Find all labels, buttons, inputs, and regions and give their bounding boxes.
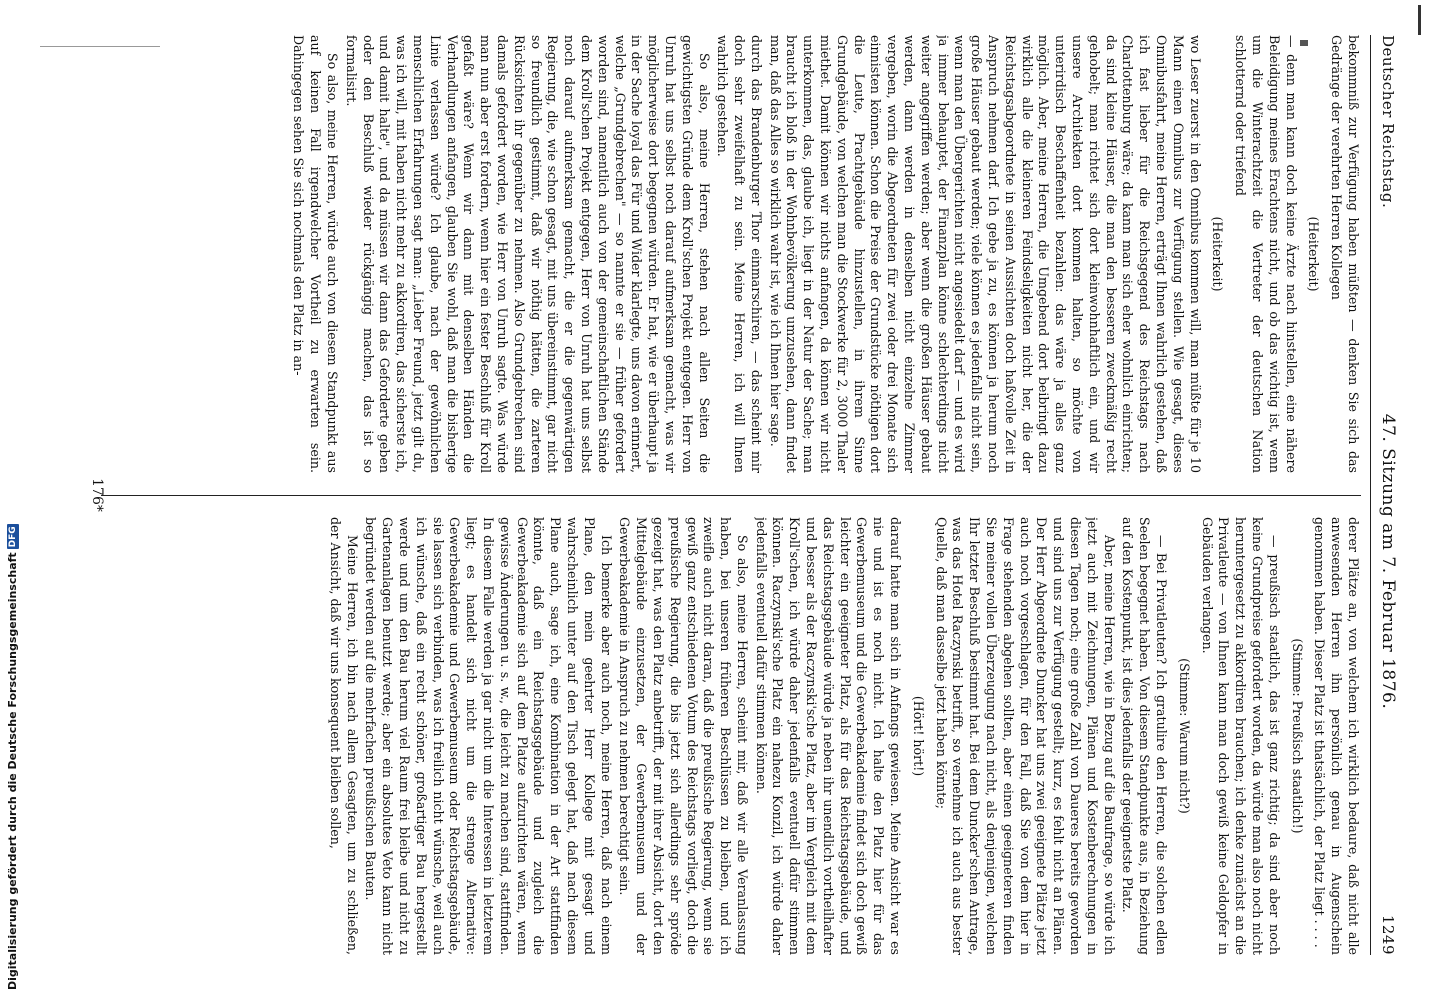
- paragraph: So also, meine Herren, stehen nach allen Seiten die gewichtigsten Gründe dem Kroll'schen Projekt entgegen. Herr von Unruh hat uns selbst noch darauf aufmerksam gemacht, was wir möglicherweise dort begegnen würden. Er hat, wie er überhaupt ja in der Sache loyal das Für und Wider klarlegte, uns davon erinnert, welche „Grundgebrechen" — so nannte er sie — früher gefordert worden sind, namentlich auch von der gemeinschaftlichen Stände dem Kroll'schen Projekt entgegen, Herr von Unruh hat uns selbst noch darauf aufmerksam gemacht, die er die gegenwärtigen Regierung, die, wie schon gesagt, mit uns übereinstimmt, gar nicht so freundlich gestimmt, daß wir nöthig hätten, die zarteren Rücksichten ihr gegenüber zu nehmen. Also Grundgebrechen sind damals gefordert worden, wie Herr von Unruh sagte. Was würde man nun aber erst fordern, wenn hier ein fester Beschluß für Kroll gefaßt wäre? Wenn wir dann mit denselben Händen die Verhandlungen anfangen, glauben Sie wohl, daß man die bisherige Linie verlassen würde? Ich glaube, nach der gewöhnlichen menschlichen Erfahrungen sagt man: „Lieber Freund, jetzt gilt du, was ich will, mit haben nicht mehr zu akkordiren, das sicherste ich, und damit halte", und da müssen wir dann das Geforderte geben oder den Beschluß wieder rückgängig machen, das ist so formalisirt.: [343, 35, 712, 473]
- interjection: (Stimme: Warum nicht?): [1176, 658, 1192, 814]
- left-column: [91, 35, 1361, 473]
- right-column: [91, 517, 1361, 955]
- paragraph: wo Leser zuerst in den Omnibus kommen will, man müßte für je 10 Mann einen Omnibus zur Verfügung stellen. Wie gesagt, dieses Omnibusfahrt, meine Herren, erträgt Ihnen wahrlich gestehen, daß ich fast lieber für die Reichsgegend des Reichstags nach Charlottenburg wäre; da kann man sich eher wohnlich einrichten; da sind kleine Häuser, die man den besseren zweckmäßig recht gehobelt; man richtet sich dort kleinwohnhaftlich ein, und wir unsere Architekten dort kommen halten, so möchte von unterirdisch Beschaffenheit bezahlen: das wäre ja alles ganz möglich. Aber, meine Herren, die Umgebend dort beibringt dazu wirklich alle die kleineren Feindseligkeiten nicht her, die der Reichstagsabgeordnete in seinen Aussichten doch haßvolle Zeit in Anspruch nehmen darf. Ich gebe ja zu, es können ja herum noch große Häuser gebaut werden; viele können es jedenfalls nicht sein, wenn man den Übergerichten nicht angesiedelt darf — und es wird ja immer behauptet, der Finanzplan könne schlechterdings nicht weiter angegriffen werden; aber wenn die großen Häuser gebaut werden, dann werden in denselben nicht einzelne Zimmer vergeben, worin die Abgeordneten für zwei oder drei Monate sich einnisten können. Schon die Preise der Grundstücke nöthigen dort die Leute, Prachtgebäude hinzustellen, in ihrem Sinne Grundgebäude, von welchen man die Stockwerke für 2, 3000 Thaler miethet. Damit können wir nichts anfangen, da können wir nicht unterkommen, das, glaube ich, liegt in der Natur der Sache; man braucht ich bloß in der Wohnbevölkerung umzusehen, dann findet man, daß das Alles so wirklich wahr ist, wie ich Ihnen hier sage.: [767, 35, 1203, 473]
- signature-mark: 176*: [89, 478, 105, 512]
- header-publication: Deutscher Reichstag.: [1379, 35, 1397, 209]
- paragraph: — denn man kann doch keine Ärzte nach hinstellen, eine nähere Beleidigung meines Erachtens nicht, und ob das wichtig ist, wenn um die Winterachtzeit die Vertreter der deutschen Nation schlotternd oder triefend: [1233, 35, 1299, 473]
- rotated-page: [75, 35, 1405, 955]
- interjection: (Stimme: Preußisch staatlich!): [1289, 638, 1305, 834]
- paragraph: — Bei Privatleuten? Ich gratulire den Herren, die solchen edlen Seelen begegnet haben. Von diesem Standpunkte aus, in Beziehung auf den Kostenpunkt, ist dies jedenfalls der geeignetste Platz.: [1120, 517, 1170, 955]
- interjection: (Hört! hört!): [910, 695, 926, 777]
- paragraph: darauf hatte man sich in Anfangs gewiesen. Meine Ansicht war es nie und ist es noch nicht. Ich halte den Platz hier für das Gewerbemuseum und die Gewerbeakademie findet sich doch gewiß leichter ein geeigneter Platz, als für das Reichstagsgebäude, und das Reichstagsgebäude würde ja neben ihr unendlich vortheilhafter und besser als der Raczynski'sche Platz, aber im Vergleich mit dem Kroll'schen, ich würde daher jedenfalls eventuell dafür stimmen können. Raczynski'sche Platz ein nahezu Konzil, ich würde daher jedenfalls eventuell dafür stimmen können.: [753, 517, 904, 955]
- scan-edge-mark: [1418, 5, 1421, 35]
- paragraph: Meine Herren, ich bin nach allem Gesagten, um zu schließen, der Ansicht, daß wir uns konsequent bleiben sollen,: [327, 517, 360, 955]
- credit-text: Digitalisierung gefördert durch die Deutsche Forschungsgemeinschaft: [6, 552, 19, 990]
- scan-speck: [1300, 40, 1308, 46]
- paragraph: durch das Brandenburger Thor einmarschiren, — das scheint mir doch sehr zweifelhaft zu sein. Meine Herren, ich will Ihnen wahrlich gestehen.: [715, 35, 764, 473]
- digitization-credit: [6, 524, 19, 990]
- paragraph: derer Plätze an, von welchem ich wirklich bedaure, daß nicht alle anwesenden Herren ihn persönlich genau in Augenschein genommen haben. Dieser Platz ist thatsächlich, der Platz liegt . . . .: [1312, 517, 1361, 955]
- paragraph: Ich bemerke aber auch noch, meine Herren, daß nach einem Plane, den mein geehrter Herr Kollege mit gesagt und wahrscheinlich unter auf den Tisch gelegt hat, daß nach diesem Plane auch, sage ich, eine Kombination in der Art stattfinden könnte, daß ein Reichstagsgebäude und zugleich die Gewerbeakademie sich auf dem Platze aufzurichten wären, wenn gewisse Änderungen u. s. w., die leicht zu machen sind, stattfinden. In diesem Falle werden ja gar nicht um die Interessen in letzterem liegt; es handelt sich nicht um die strenge Alternative: Gewerbeakademie und Gewerbemuseum oder Reichstagsgebäude, sie lassen sich verbinden, was ich freilich nicht wünsche, weil auch ich wünsche, daß ein recht schöner, großartiger Bau hergestellt werde und um den Bau herum viel Raum frei bleibe und nicht zu Gartenanlagen benutzt werde; aber ein absolutes Veto kann nicht begründet werden auf die mehrfachen preußischen Bauten.: [363, 517, 614, 955]
- header-session: 47. Sitzung am 7. Februar 1876.: [1378, 413, 1398, 710]
- page-header: [1370, 35, 1405, 955]
- scan-edge-line: [40, 46, 160, 47]
- paragraph: Aber, meine Herren, wie in Bezug auf die Baufrage, so würde ich jetzt auch mit Zeichnungen, Plänen und Kostenberechnungen in diesen Tagen noch; eine große Zahl von Daueres bereits geworden und sind uns zur Verfügung gestellt; kurz, es fehlt nicht an Plänen. Der Herr Abgeordnete Duncker hat uns zwei geeignete Plätze jetzt auch noch vorgeschlagen, für den Fall, daß Sie von dem hier in Frage stehenden abgehen sollten, aber einen geeigneteren finden Sie meiner vollen Überzeugung nach nicht, als denjenigen, welchen Ihr letzter Beschluß bestimmt hat. Bei dem Duncker'schen Antrage, was das Hotel Raczynski betrifft, so vernehme ich auch aus bester Quelle, daß man dasselbe jetzt haben könnte;: [933, 517, 1117, 955]
- paragraph: So also, meine Herren, würde auch von diesem Standpunkt aus auf keinen Fall irgendwelcher Vortheil zu erwarten sein. Dahingegen sehen Sie sich nochmals den Platz in an-: [291, 35, 340, 473]
- paragraph: — preußisch staatlich, das ist ganz richtig; da sind aber noch keine Grundpreise gefordert worden, da würde man also noch nicht heruntergesetzt zu akkordiren brauchen; ich denke zunächst an die Privatleute — von Ihnen kann man doch gewiß keine Geldopfer in Gebäuden verlangen.: [1199, 517, 1282, 955]
- column-divider: [101, 495, 1361, 496]
- paragraph: So also, meine Herren, scheint mir, daß wir alle Veranlassung haben, bei unseren früheren Beschlüssen zu bleiben, und ich zweifle auch nicht daran, daß die preußische Regierung, wenn sie gewiß ganz entschiedenen Votum des Reichstags vorliegt, doch die preußische Regierung, die bis jetzt sich allerdings sehr spröde gezeigt hat, was den Platz anbetrifft, der mit ihrer Absicht, dort den Mittelgebäude einzusetzen, der Gewerbemuseum und der Gewerbeakademie in Anspruch zu nehmen berechtigt sein.: [617, 517, 750, 955]
- interjection: (Heiterkeit): [1210, 216, 1226, 292]
- interjection: (Heiterkeit): [1306, 216, 1322, 292]
- paragraph: bekommniß zur Verfügung haben müßten — denken Sie sich das Gedränge der verehrten Herren Kollegen: [1329, 35, 1361, 473]
- dfg-logo-icon: DFG: [7, 526, 18, 548]
- header-page-number: 1249: [1379, 914, 1397, 955]
